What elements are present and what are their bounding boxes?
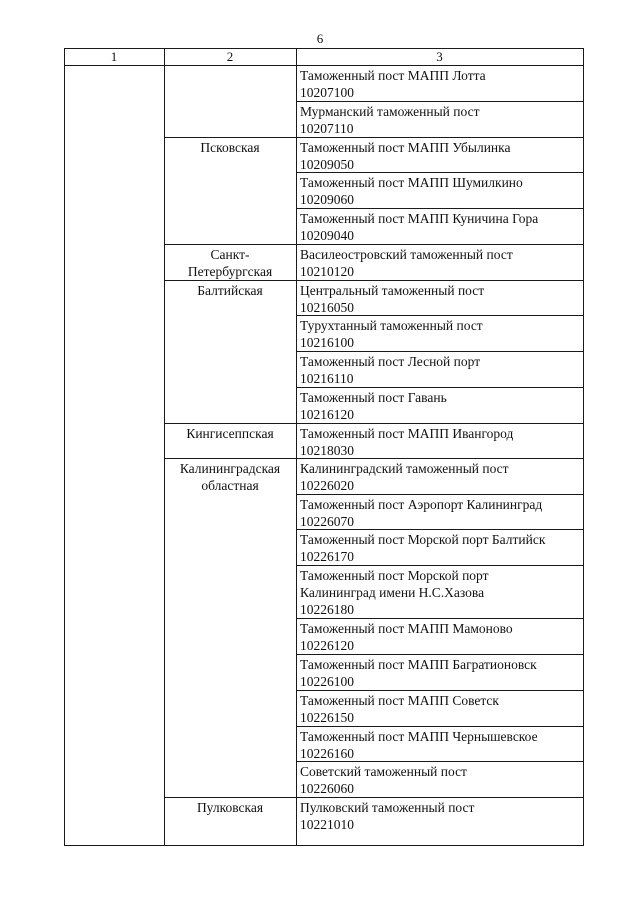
post-code: 10221010 bbox=[300, 817, 354, 832]
region-baltiyskaya: Балтийская bbox=[197, 283, 263, 298]
column-header-1: 1 bbox=[110, 49, 118, 64]
page-number: 6 bbox=[316, 31, 324, 46]
region-sankt-peterburgskaya-line1: Санкт- bbox=[210, 247, 250, 262]
post-code: 10226150 bbox=[300, 710, 354, 725]
post-name: Таможенный пост МАПП Куничина Гора bbox=[300, 211, 539, 226]
region-kaliningradskaya: Калининградская областная bbox=[179, 461, 281, 493]
table-row bbox=[300, 531, 582, 565]
table-row bbox=[300, 139, 582, 173]
post-code: 10210120 bbox=[300, 264, 354, 279]
table-row bbox=[300, 317, 582, 351]
post-code: 10226180 bbox=[300, 602, 354, 617]
row-divider bbox=[296, 351, 584, 352]
post-code: 10209060 bbox=[300, 192, 354, 207]
post-name: Таможенный пост МАПП Советск bbox=[300, 693, 499, 708]
post-name: Таможенный пост МАПП Ивангород bbox=[300, 426, 514, 441]
post-name: Пулковский таможенный пост bbox=[300, 800, 475, 815]
post-code: 10207110 bbox=[300, 121, 354, 136]
post-code: 10207100 bbox=[300, 85, 354, 100]
row-divider bbox=[296, 654, 584, 655]
post-code: 10216050 bbox=[300, 300, 354, 315]
region-pskovskaya: Псковская bbox=[200, 140, 260, 155]
table-row bbox=[300, 353, 582, 387]
post-name: Советский таможенный пост bbox=[300, 764, 467, 779]
table-row bbox=[300, 389, 582, 423]
table-row bbox=[300, 103, 582, 137]
region-sankt-peterburgskaya-line2: Петербургская bbox=[187, 264, 273, 279]
row-divider bbox=[296, 690, 584, 691]
table-row bbox=[300, 799, 582, 833]
row-divider bbox=[296, 387, 584, 388]
row-divider bbox=[296, 618, 584, 619]
table-border-bottom bbox=[64, 845, 584, 846]
post-name: Таможенный пост Лесной порт bbox=[300, 354, 481, 369]
post-code: 10216100 bbox=[300, 335, 354, 350]
table-row bbox=[300, 246, 582, 280]
table-row bbox=[300, 425, 582, 459]
table-border-left bbox=[64, 48, 65, 846]
post-code: 10218030 bbox=[300, 443, 354, 458]
post-code: 10226120 bbox=[300, 638, 354, 653]
column-divider-1 bbox=[164, 48, 165, 846]
post-name: Таможенный пост МАПП Лотта bbox=[300, 68, 486, 83]
post-name: Василеостровский таможенный пост bbox=[300, 247, 513, 262]
table-row bbox=[300, 496, 582, 530]
post-name: Таможенный пост МАПП Убылинка bbox=[300, 140, 511, 155]
region-divider bbox=[164, 280, 584, 281]
table-row bbox=[300, 728, 582, 762]
post-name: Таможенный пост МАПП Багратионовск bbox=[300, 657, 537, 672]
table-row bbox=[300, 692, 582, 726]
customs-posts-table bbox=[64, 48, 584, 846]
table-row bbox=[300, 460, 582, 494]
post-code: 10226100 bbox=[300, 674, 354, 689]
post-name: Турухтанный таможенный пост bbox=[300, 318, 483, 333]
column-header-2: 2 bbox=[226, 49, 234, 64]
post-code: 10226170 bbox=[300, 549, 354, 564]
post-code: 10226160 bbox=[300, 746, 354, 761]
row-divider bbox=[296, 208, 584, 209]
table-row bbox=[300, 174, 582, 208]
header-divider bbox=[64, 65, 584, 66]
region-divider bbox=[164, 137, 584, 138]
table-row bbox=[300, 210, 582, 244]
post-code: 10216120 bbox=[300, 407, 354, 422]
post-name: Таможенный пост МАПП Чернышевское bbox=[300, 729, 538, 744]
post-name: Центральный таможенный пост bbox=[300, 283, 485, 298]
region-divider bbox=[164, 797, 584, 798]
table-row bbox=[300, 567, 582, 618]
region-kingiseppskaya: Кингисеппская bbox=[186, 426, 274, 441]
row-divider bbox=[296, 494, 584, 495]
region-pulkovskaya: Пулковская bbox=[196, 800, 264, 815]
region-divider bbox=[164, 244, 584, 245]
table-row bbox=[300, 282, 582, 316]
post-code: 10209040 bbox=[300, 228, 354, 243]
post-code: 10226020 bbox=[300, 478, 354, 493]
post-name: Калининградский таможенный пост bbox=[300, 461, 509, 476]
post-name: Таможенный пост Гавань bbox=[300, 390, 447, 405]
post-name: Мурманский таможенный пост bbox=[300, 104, 480, 119]
table-row bbox=[300, 620, 582, 654]
post-name: Таможенный пост МАПП Шумилкино bbox=[300, 175, 523, 190]
post-name: Таможенный пост Морской порт bbox=[300, 568, 489, 583]
post-code: 10226060 bbox=[300, 781, 354, 796]
column-header-3: 3 bbox=[436, 49, 443, 64]
table-row bbox=[300, 763, 582, 797]
region-divider bbox=[164, 423, 584, 424]
post-name: Таможенный пост Морской порт Балтийск bbox=[300, 532, 546, 547]
row-divider bbox=[296, 726, 584, 727]
post-name-continued: Калининград имени Н.С.Хазова bbox=[300, 585, 485, 600]
post-name: Таможенный пост МАПП Мамоново bbox=[300, 621, 513, 636]
region-sankt-peterburgskaya bbox=[164, 246, 296, 280]
post-code: 10209050 bbox=[300, 157, 354, 172]
row-divider bbox=[296, 565, 584, 566]
post-name: Таможенный пост Аэропорт Калининград bbox=[300, 497, 543, 512]
post-code: 10216110 bbox=[300, 371, 354, 386]
table-row bbox=[300, 656, 582, 690]
post-code: 10226070 bbox=[300, 514, 354, 529]
row-divider bbox=[296, 101, 584, 102]
table-row bbox=[300, 67, 582, 101]
